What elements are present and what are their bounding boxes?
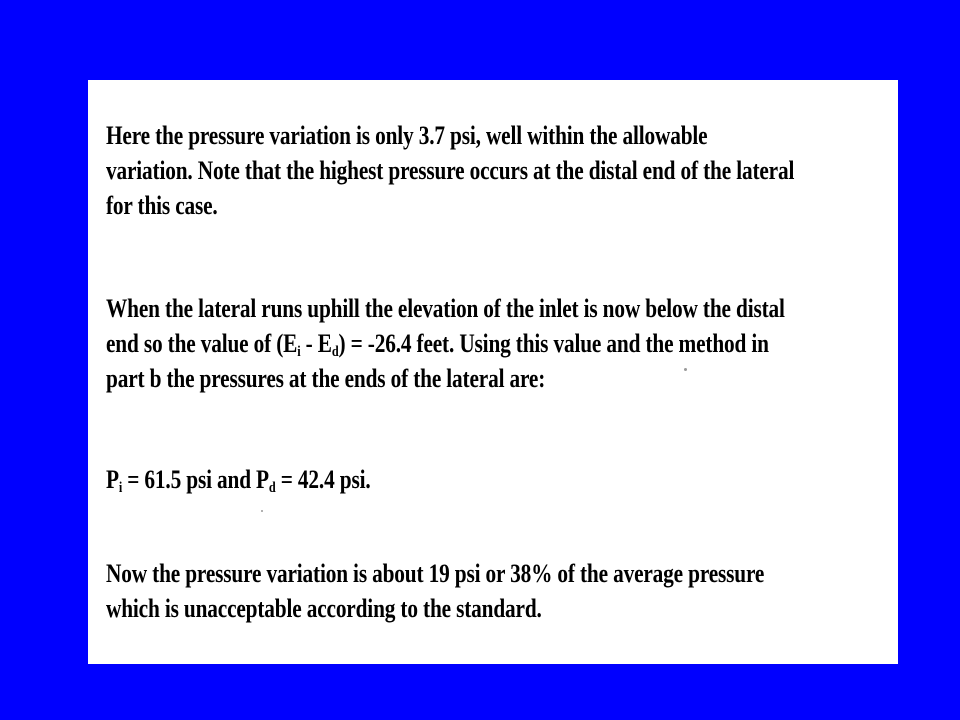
paragraph1-line1: Here the pressure variation is only 3.7 psi, well within the allowable [106, 121, 708, 150]
paragraph2-line2 [106, 326, 785, 361]
pressure-equation-line [106, 462, 371, 497]
paragraph1-line3: for this case. [106, 191, 218, 220]
paragraph-uphill-lateral [106, 291, 785, 396]
paragraph2-line2-part-a: end so the value of (E [106, 329, 298, 358]
equation-end: = 42.4 psi. [275, 465, 371, 494]
paragraph4-line1: Now the pressure variation is about 19 psi or 38% of the average pressure [106, 559, 765, 588]
paragraph1-line2: variation. Note that the highest pressure occurs at the distal end of the lateral [106, 156, 795, 185]
text-panel [88, 80, 898, 664]
scan-speck [261, 510, 263, 512]
equation-middle: = 61.5 psi and P [122, 465, 269, 494]
paragraph2-line3: part b the pressures at the ends of the lateral are: [106, 364, 546, 393]
paragraph2-line2-part-b: - E [300, 329, 332, 358]
equation-subscript-d: d [268, 480, 276, 496]
subscript-d: d [331, 344, 339, 360]
pressure-equation [106, 462, 371, 497]
paragraph4-line2: which is unacceptable according to the standard. [106, 594, 542, 623]
scan-speck [684, 368, 687, 371]
equation-p-inlet: P [106, 465, 119, 494]
paragraph-pressure-variation [106, 118, 794, 223]
paragraph2-line2-part-c: ) = -26.4 feet. Using this value and the method in [338, 329, 769, 358]
paragraph-conclusion [106, 556, 764, 626]
equation-subscript-i: i [118, 480, 123, 496]
subscript-i: i [297, 344, 301, 360]
paragraph2-line1: When the lateral runs uphill the elevation of the inlet is now below the distal [106, 294, 785, 323]
